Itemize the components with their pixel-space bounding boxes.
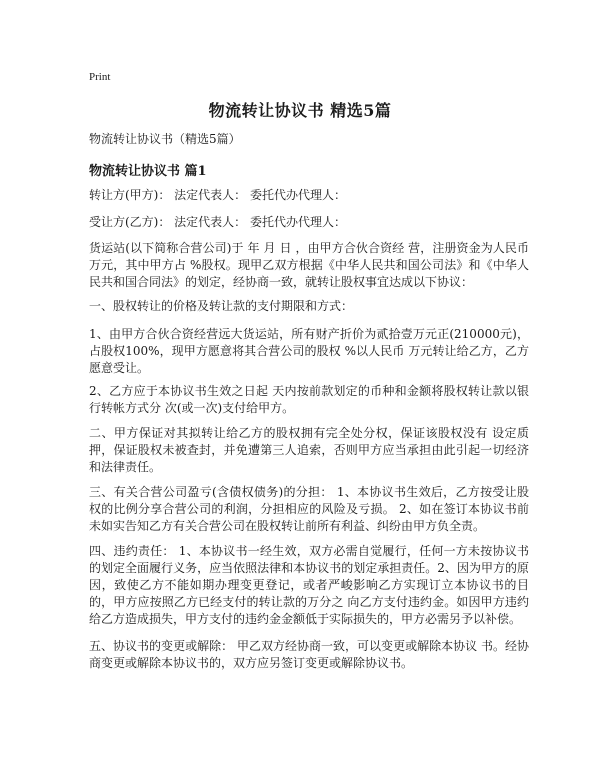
page-title: 物流转让协议书 精选5篇 bbox=[208, 101, 392, 120]
clause-1-heading: 一、股权转让的价格及转让款的支付期限和方式： bbox=[89, 299, 354, 313]
clause-3: 三、有关合营公司盈亏(含债权债务)的分担： 1、本协议书生效后，乙方按受让股权的比例分享合营公司的利润，分担相应的风险及亏损。 2、如在签订本协议书前未如实告知乙方有关合营公司在股权转让前所有利益、纠纷由甲方负全责。 bbox=[89, 485, 529, 533]
clause-1-item-1: 1、由甲方合伙合资经营远大货运站，所有财产折价为贰拾壹万元正(210000元)，占股权100%，现甲方愿意将其合营公司的股权 %以人民币 万元转让给乙方，乙方愿意受让。 bbox=[89, 327, 529, 375]
section-heading: 物流转让协议书 篇1 bbox=[89, 164, 207, 179]
transferee-line: 受让方(乙方)： 法定代表人： 委托代办代理人： bbox=[89, 215, 346, 229]
print-link[interactable]: Print bbox=[89, 71, 111, 83]
transferor-line: 转让方(甲方)： 法定代表人： 委托代办代理人： bbox=[89, 188, 346, 202]
clause-5: 五、协议书的变更或解除： 甲乙双方经协商一致，可以变更或解除本协议 书。经协商变更或解除本协议书的，双方应另签订变更或解除协议书。 bbox=[89, 639, 529, 670]
clause-4: 四、违约责任： 1、本协议书一经生效，双方必需自觉履行，任何一方未按协议书的划定全面履行义务，应当依照法律和本协议书的划定承担责任。2、因为甲方的原因，致使乙方不能如期办理变更登记，或者严峻影响乙方实现订立本协议书的目的，甲方应按照乙方已经支付的转让款的万分之 向乙方支付违约金。如因甲方违约给乙方造成损失，甲方支付的违约金金额低于实际损失的，甲方必需另予以补偿。 bbox=[89, 544, 529, 626]
document-subtitle: 物流转让协议书（精选5篇） bbox=[89, 132, 241, 146]
clause-2: 二、甲方保证对其拟转让给乙方的股权拥有完全处分权，保证该股权没有 设定质押，保证股权未被查封，并免遭第三人追索，否则甲方应当承担由此引起一切经济和法律责任。 bbox=[89, 426, 529, 474]
intro-paragraph: 货运站(以下简称合营公司)于 年 月 日 ，由甲方合伙合资经 营，注册资金为人民币 万元，其中甲方占 %股权。现甲乙双方根据《中华人民共和国公司法》和《中华人民共和国合同法》的划定，经协商一致，就转让股权事宜达成以下协议： bbox=[89, 241, 529, 289]
clause-1-item-2: 2、乙方应于本协议书生效之日起 天内按前款划定的币种和金额将股权转让款以银行转帐方式分 次(或一次)支付给甲方。 bbox=[89, 384, 529, 415]
